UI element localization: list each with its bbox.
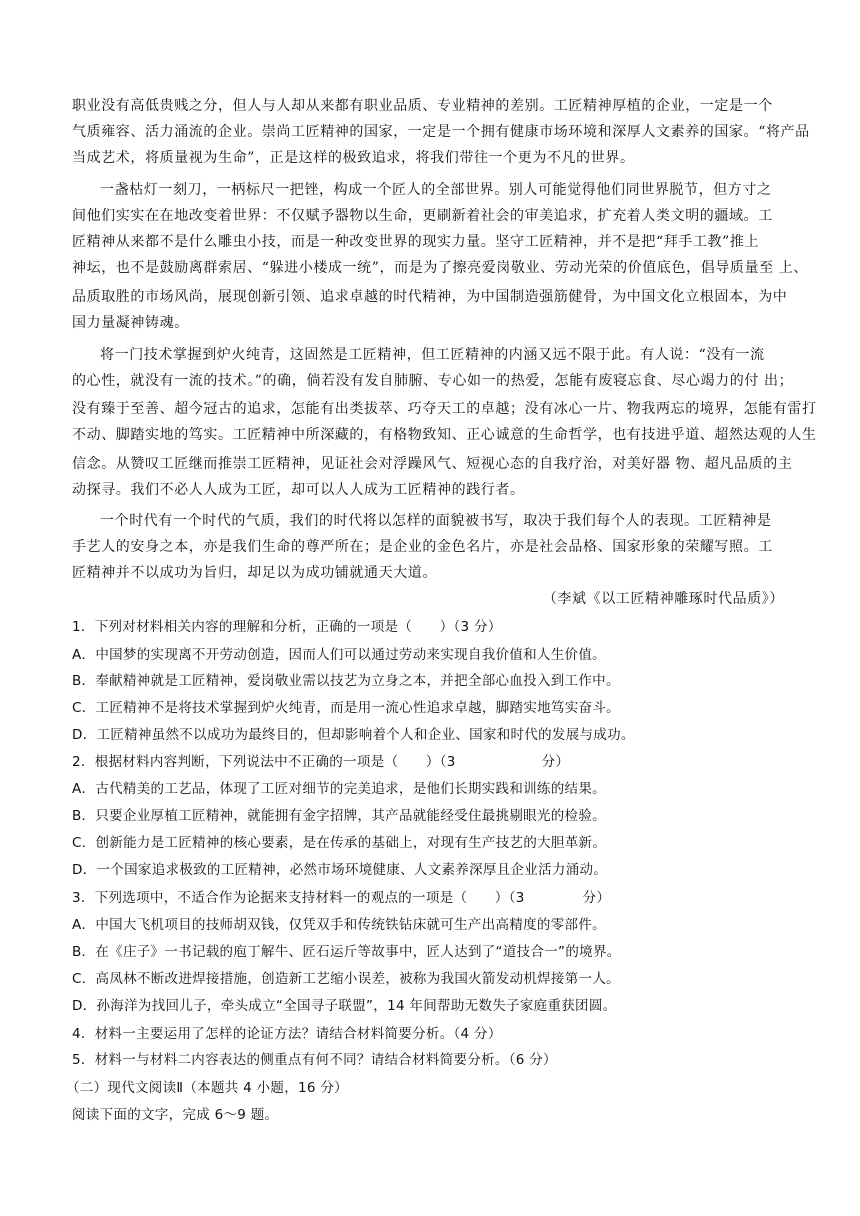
passage-line: 一个时代有一个时代的气质，我们的时代将以怎样的面貌被书写，取决于我们每个人的表现。工匠精神是 bbox=[100, 513, 772, 529]
passage-source: （李斌《以工匠精神雕琢时代品质》） bbox=[542, 591, 784, 607]
passage-line: 职业没有高低贵贱之分，但人与人却从来都有职业品质、专业精神的差别。工匠精神厚植的企业，一定是一个 bbox=[72, 98, 773, 114]
passage-line: 神坛，也不是鼓励离群索居、“躲进小楼成一统”，而是为了擦亮爱岗敬业、劳动光荣的价值底色，倡导质量至 上、 bbox=[72, 260, 808, 276]
passage-line: 间他们实实在在地改变着世界：不仅赋予器物以生命，更刷新着社会的审美追求，扩充着人类文明的疆域。工 bbox=[72, 208, 773, 224]
question-2-option-d: D．一个国家追求极致的工匠精神，必然市场环境健康、人文素养深厚且企业活力涌动。 bbox=[72, 862, 608, 878]
question-2-option-a: A．古代精美的工艺品，体现了工匠对细节的完美追求，是他们长期实践和训练的结果。 bbox=[72, 781, 606, 797]
passage-line: 不动、脚踏实地的笃实。工匠精神中所深藏的，有格物致知、正心诚意的生命哲学，也有技进乎道、超然达观的人生 bbox=[72, 427, 817, 443]
passage-line: 匠精神从来都不是什么雕虫小技，而是一种改变世界的现实力量。坚守工匠精神，并不是把“拜手工教”推上 bbox=[72, 234, 760, 250]
passage-line: 一盏枯灯一刻刀，一柄标尺一把锉，构成一个匠人的全部世界。别人可能觉得他们同世界脱节，但方寸之 bbox=[100, 182, 772, 198]
question-3-score-unit: 分） bbox=[582, 890, 611, 906]
question-1-option-a: A．中国梦的实现离不开劳动创造，因而人们可以通过劳动来实现自我价值和人生价值。 bbox=[72, 647, 606, 663]
section-instruction: 阅读下面的文字，完成 6～9 题。 bbox=[72, 1107, 279, 1123]
question-2-score-unit: 分） bbox=[541, 754, 570, 770]
question-4: 4．材料一主要运用了怎样的论证方法？请结合材料简要分析。（4 分） bbox=[72, 1026, 502, 1042]
question-3-option-a: A．中国大飞机项目的技师胡双钱，仅凭双手和传统铁钻床就可生产出高精度的零部件。 bbox=[72, 917, 606, 933]
passage-line: 的心性，就没有一流的技术。”的确，倘若没有发自肺腑、专心如一的热爱，怎能有废寝忘食、尽心竭力的付 出； bbox=[72, 373, 794, 389]
question-2-stem-text: 2．根据材料内容判断，下列说法中不正确的一项是（ ）（3 bbox=[72, 754, 456, 770]
question-3-stem-text: 3．下列选项中，不适合作为论据来支持材料一的观点的一项是（ ）（3 bbox=[72, 890, 525, 906]
question-1-stem: 1．下列对材料相关内容的理解和分析，正确的一项是（ ）（3 分） bbox=[72, 619, 502, 635]
question-1-option-d: D．工匠精神虽然不以成功为最终目的，但却影响着个人和企业、国家和时代的发展与成功。 bbox=[72, 727, 635, 743]
passage-line: 品质取胜的市场风尚，展现创新引领、追求卓越的时代精神，为中国制造强筋健骨，为中国文化立根固本，为中 bbox=[72, 289, 788, 305]
passage-line: 匠精神并不以成功为旨归，却足以为成功铺就通天大道。 bbox=[72, 565, 437, 581]
question-3-stem bbox=[72, 885, 802, 911]
passage-line: 将一门技术掌握到炉火纯青，这固然是工匠精神，但工匠精神的内涵又远不限于此。有人说：“没有一流 bbox=[100, 347, 765, 363]
question-3-option-c: C．高凤林不断改进焊接措施，创造新工艺缩小误差，被称为我国火箭发动机焊接第一人。 bbox=[72, 971, 620, 987]
passage-line: 动探寻。我们不必人人成为工匠，却可以人人成为工匠精神的践行者。 bbox=[72, 482, 525, 498]
question-2-option-b: B．只要企业厚植工匠精神，就能拥有金字招牌，其产品就能经受住最挑剔眼光的检验。 bbox=[72, 808, 606, 824]
passage-line: 没有臻于至善、超今冠古的追求，怎能有出类拔萃、巧夺天工的卓越；没有冰心一片、物我两忘的境界，怎能有雷打 bbox=[72, 401, 817, 417]
question-3-option-b: B．在《庄子》一书记载的庖丁解牛、匠石运斤等故事中，匠人达到了“道技合一”的境界。 bbox=[72, 944, 621, 960]
passage-line: 国力量凝神铸魂。 bbox=[72, 315, 189, 331]
question-1-option-b: B．奉献精神就是工匠精神，爱岗敬业需以技艺为立身之本，并把全部心血投入到工作中。 bbox=[72, 673, 620, 689]
passage-line: 气质雍容、活力涌流的企业。崇尚工匠精神的国家，一定是一个拥有健康市场环境和深厚人文素养的国家。“将产品 bbox=[72, 124, 810, 140]
question-2-option-c: C．创新能力是工匠精神的核心要素，是在传承的基础上，对现有生产技艺的大胆革新。 bbox=[72, 835, 607, 851]
question-3-option-d: D．孙海洋为找回儿子，牵头成立“全国寻子联盟”，14 年间帮助无数失子家庭重获团圆。 bbox=[72, 998, 617, 1014]
question-1-option-c: C．工匠精神不是将技术掌握到炉火纯青，而是用一流心性追求卓越，脚踏实地笃实奋斗。 bbox=[72, 700, 620, 716]
passage-line: 当成艺术，将质量视为生命”，正是这样的极致追求，将我们带往一个更为不凡的世界。 bbox=[72, 150, 635, 166]
section-heading: （二）现代文阅读Ⅱ（本题共 4 小题，16 分） bbox=[66, 1080, 348, 1096]
question-5: 5．材料一与材料二内容表达的侧重点有何不同？请结合材料简要分析。（6 分） bbox=[72, 1052, 557, 1068]
question-2-stem bbox=[72, 749, 802, 775]
passage-line: 手艺人的安身之本，亦是我们生命的尊严所在；是企业的金色名片，亦是社会品格、国家形象的荣耀写照。工 bbox=[72, 539, 773, 555]
passage-line: 信念。从赞叹工匠继而推崇工匠精神，见证社会对浮躁风气、短视心态的自我疗治，对美好器 物、超凡品质的主 bbox=[72, 456, 793, 472]
